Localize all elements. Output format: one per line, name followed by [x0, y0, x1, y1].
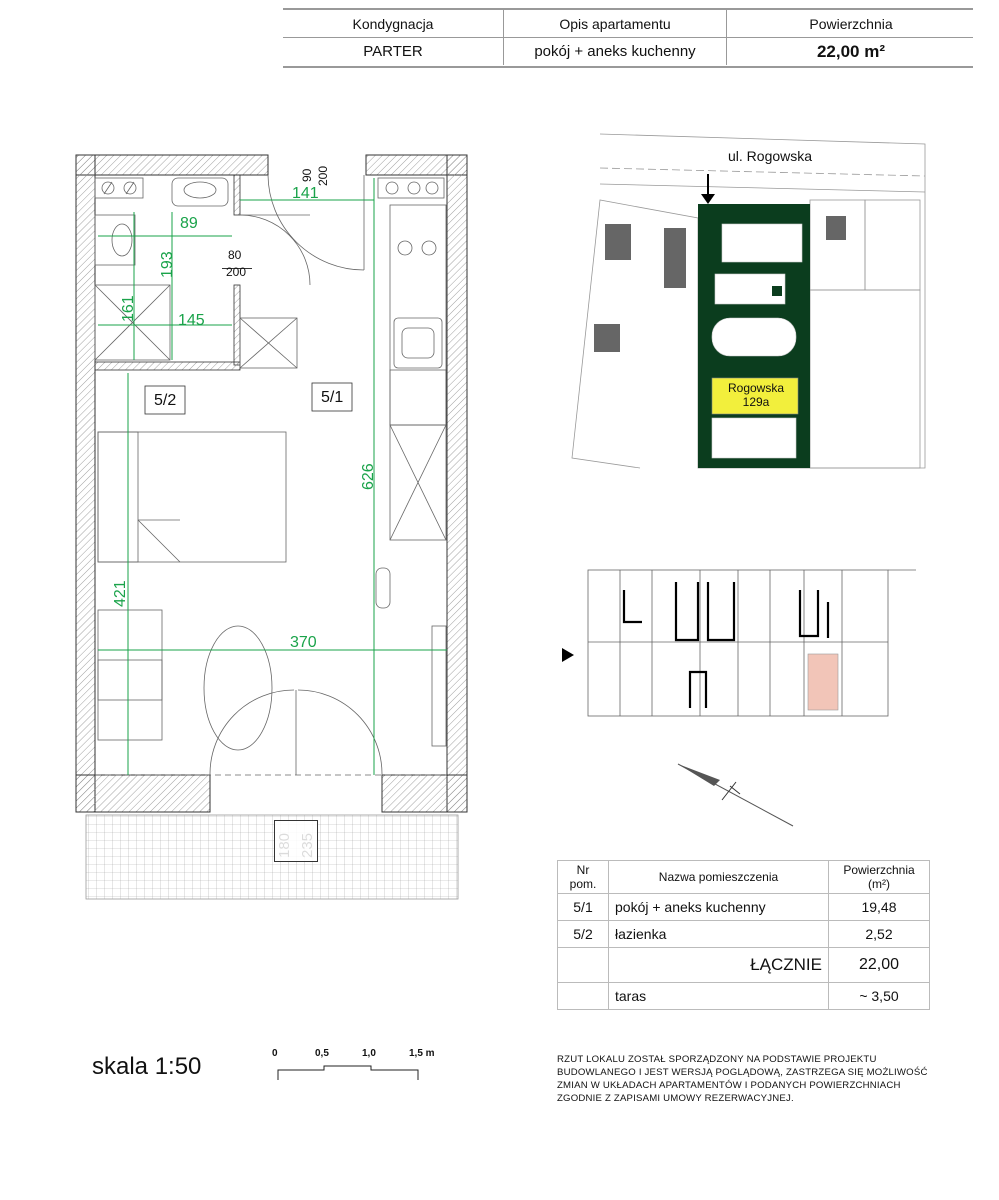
- nr-header-line2: pom.: [569, 877, 597, 891]
- total-row: [558, 948, 930, 983]
- area-header: Powierzchnia (m²): [829, 861, 930, 894]
- dim-200: 200: [316, 165, 330, 186]
- table-row: [558, 894, 930, 921]
- row-nr: 5/2: [558, 921, 609, 948]
- dim-145: 145: [178, 312, 205, 329]
- nr-header-line1: Nr: [576, 863, 590, 877]
- floor-value: PARTER: [363, 43, 423, 60]
- dim-80: 80: [228, 248, 242, 262]
- terrace-value: ~ 3,50: [829, 983, 930, 1010]
- table-row: [558, 921, 930, 948]
- site-map: [560, 128, 930, 478]
- dim-90: 90: [300, 168, 314, 182]
- dim-200b: 200: [226, 265, 247, 279]
- north-arrow: [668, 760, 798, 830]
- area-value: 22,00 m²: [726, 38, 975, 65]
- disclaimer-note: [557, 1053, 957, 1105]
- description-value: pokój + aneks kuchenny: [503, 38, 726, 65]
- street-label: ul. Rogowska: [728, 148, 813, 164]
- row-name: łazienka: [609, 921, 829, 948]
- building-label: [713, 381, 799, 409]
- note-line: RZUT LOKALU ZOSTAŁ SPORZĄDZONY NA PODSTAWIE PROJEKTU: [557, 1054, 877, 1065]
- apartment-highlight: [808, 654, 838, 710]
- row-nr: 5/1: [558, 894, 609, 921]
- scale-bar: [276, 1064, 426, 1084]
- room-label-5-1: 5/1: [321, 389, 344, 406]
- scale-label: skala 1:50: [92, 1053, 202, 1080]
- row-area: 2,52: [829, 921, 930, 948]
- rooms-table: [557, 860, 930, 1010]
- dim-141: 141: [292, 185, 319, 202]
- note-line: BUDOWLANEGO I JEST WERSJĄ POGLĄDOWĄ, ZASTRZEGA SIĘ MOŻLIWOŚĆ: [557, 1067, 928, 1078]
- terrace-row: [558, 983, 930, 1010]
- name-header: Nazwa pomieszczenia: [609, 861, 829, 894]
- terrace-empty: [558, 983, 609, 1010]
- nr-header: [558, 861, 609, 894]
- row-name: pokój + aneks kuchenny: [609, 894, 829, 921]
- note-line: ZGODNIE Z ZAPISAMI UMOWY REZERWACYJNEJ.: [557, 1093, 794, 1104]
- terrace-name: taras: [609, 983, 829, 1010]
- scale-tick-15: 1,5 m: [409, 1048, 435, 1059]
- dim-180-235-box: [274, 820, 318, 862]
- note-line: ZMIAN W UKŁADACH APARTAMENTÓW I PODANYCH POWIERZCHNIACH: [557, 1080, 901, 1091]
- building-label-line2: 129a: [742, 395, 770, 409]
- description-header: Opis apartamentu: [503, 10, 726, 37]
- dim-370: 370: [290, 634, 317, 651]
- fixtures: [95, 175, 447, 775]
- dim-161: 161: [120, 295, 137, 322]
- floor-header: Kondygnacja: [352, 15, 434, 32]
- row-area: 19,48: [829, 894, 930, 921]
- area-header: Powierzchnia: [726, 10, 975, 37]
- building-key-plan: [560, 562, 920, 722]
- dim-89: 89: [180, 215, 198, 232]
- scale-tick-05: 0,5: [315, 1048, 329, 1059]
- building-label-line1: Rogowska: [727, 381, 785, 395]
- dim-626: 626: [360, 463, 377, 490]
- dim-193: 193: [159, 251, 176, 278]
- total-label: ŁĄCZNIE: [609, 948, 829, 983]
- scale-tick-0: 0: [272, 1048, 278, 1059]
- room-label-5-2: 5/2: [154, 392, 177, 409]
- total-value: 22,00: [829, 948, 930, 983]
- terrace: [86, 815, 458, 899]
- dimension-lines: [98, 178, 447, 775]
- dim-421: 421: [112, 580, 129, 607]
- scale-tick-10: 1,0: [362, 1048, 376, 1059]
- total-empty: [558, 948, 609, 983]
